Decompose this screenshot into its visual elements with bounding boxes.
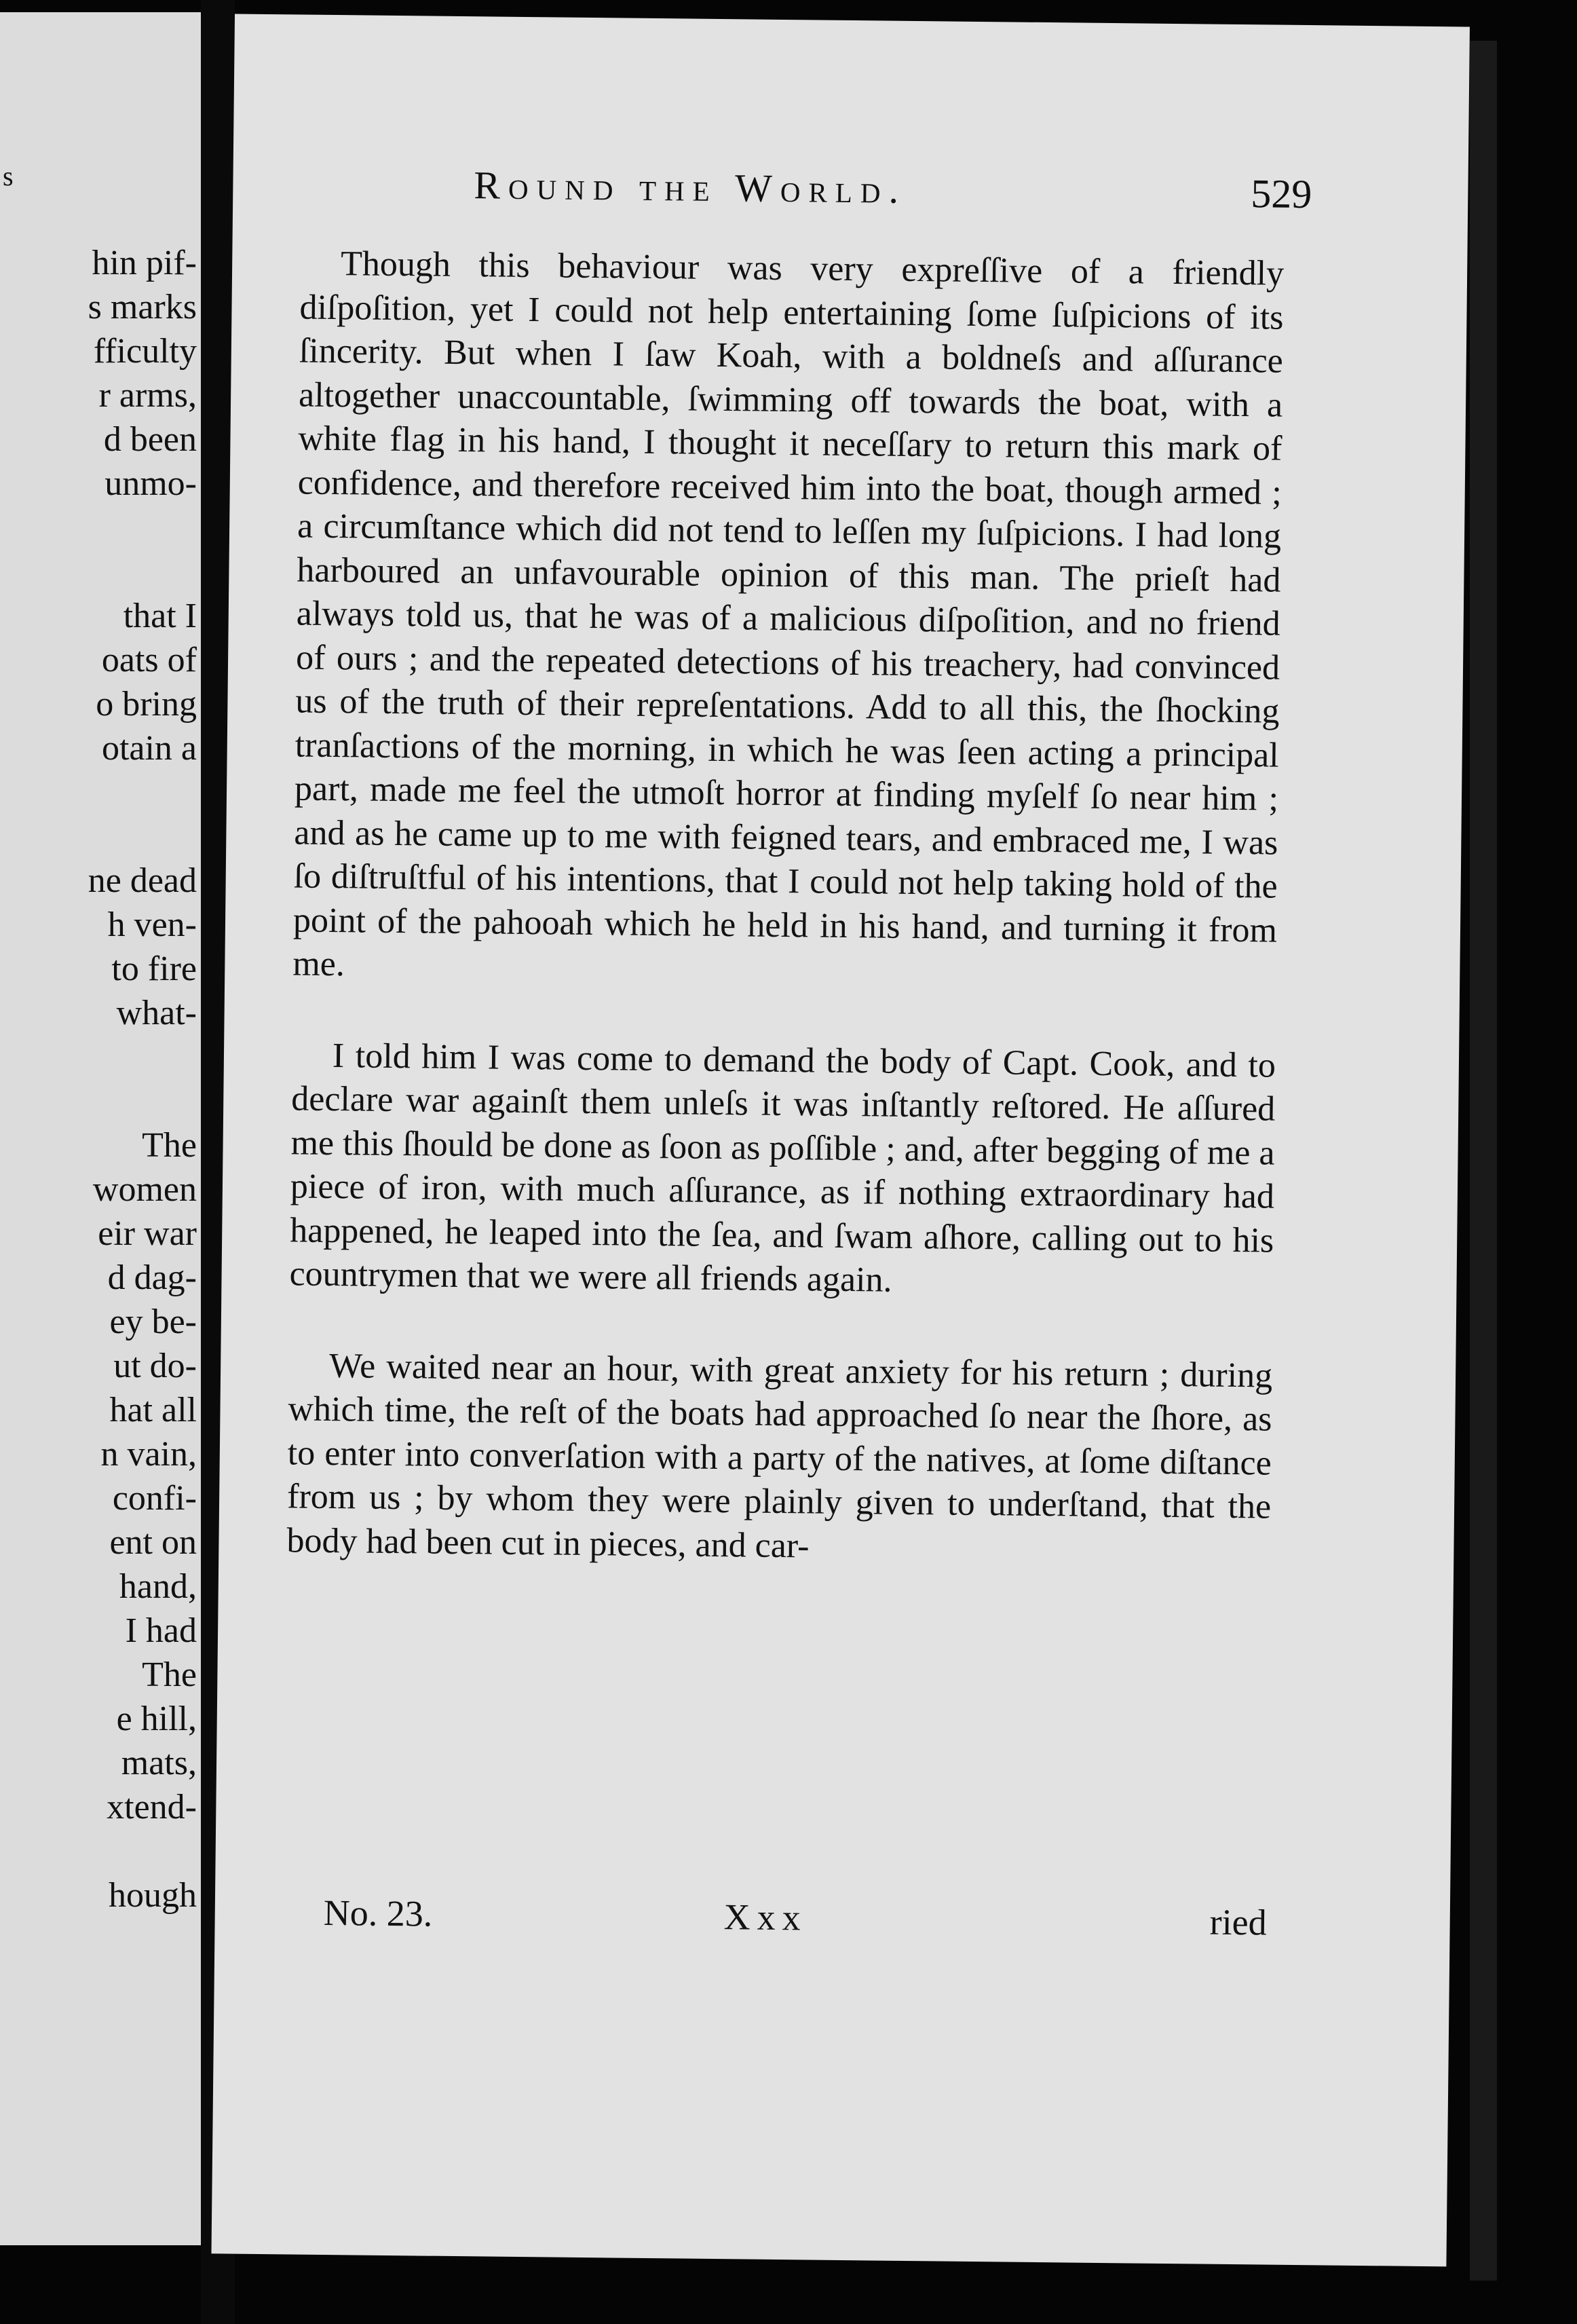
previous-page-line: d dag- <box>107 1258 197 1297</box>
signature-mark: Xxx <box>723 1896 808 1938</box>
previous-page-line: o bring <box>96 685 197 724</box>
previous-page-line: The <box>142 1655 197 1694</box>
catchword: ried <box>1209 1901 1267 1943</box>
previous-page-line: hin pif- <box>92 244 197 282</box>
previous-page-line: what- <box>116 994 197 1032</box>
previous-page-line: I had <box>125 1611 197 1650</box>
previous-page-line: that I <box>123 597 197 635</box>
previous-page-line: women <box>92 1170 197 1209</box>
previous-page-line: d been <box>103 420 197 459</box>
paragraph: I told him I was come to demand the body of Capt. Cook, and to declare war againſt them unleſs it was inſtantly reſtored. He aſſured me this ſhould be done as ſoon as poſſible ; and, after begging of me a piece of iron, with much aſſurance, as if nothing extraordinary had happened, he leaped into the ſea, and ſwam aſhore, calling out to his countrymen that we were all friends again. <box>289 1036 1276 1300</box>
previous-page-line: ent on <box>109 1523 197 1562</box>
paragraph: Though this behaviour was very expreſſive of a friendly diſpoſition, yet I could not help entertaining ſome ſuſpicions of its ſincerity. But when I ſaw Koah, with a boldneſs and aſſurance altogether unaccountable, ſwimming off towards the boat, with a white flag in his hand, I thought it neceſſary to return this mark of confidence, and therefore received him into the boat, though armed ; a circumſtance which did not tend to leſſen my ſuſpicions. I had long harboured an unfavourable opinion of this man. The prieſt had always told us, that he was of a malicious diſpoſition, and no friend of ours ; and the repeated detections of his treachery, had convinced us of the truth of their repreſentations. Add to all this, the ſhocking tranſactions of the morning, in which he was ſeen acting a principal part, made me feel the utmoſt horror at finding myſelf ſo near him ; and as he came up to me with feigned tears, and embraced me, I was ſo diſtruſtful of his intentions, that I could not help taking hold of the point of the pahooah which he held in his hand, and turning it from me. <box>292 244 1285 984</box>
previous-page-line: to fire <box>111 950 197 988</box>
page-edge-shadow <box>1470 41 1497 2281</box>
previous-page-corner-mark: s <box>3 161 14 191</box>
previous-page-line: ey be- <box>109 1302 197 1341</box>
previous-page-line: hat all <box>109 1391 197 1429</box>
previous-page-line: fficulty <box>93 332 197 371</box>
previous-page-line: ne dead <box>88 861 197 900</box>
paragraph: We waited near an hour, with great anxiety for his return ; during which time, the reſt of the boats had approached ſo near the ſhore, as to enter into converſation with a party of the natives, at ſome diſtance from us ; by whom they were plainly given to underſtand, that the body had been cut in pieces, and car- <box>286 1346 1273 1565</box>
previous-page-line: s marks <box>88 288 197 326</box>
previous-page-fragment <box>0 12 201 2245</box>
previous-page-line: mats, <box>121 1744 197 1782</box>
page-footer <box>282 1891 1267 1949</box>
page-header <box>233 160 1468 227</box>
running-title: Round the World. <box>474 163 907 212</box>
previous-page-line: oats of <box>101 641 197 679</box>
issue-number: No. 23. <box>323 1892 433 1934</box>
previous-page-line: hand, <box>119 1567 197 1606</box>
previous-page-line: The <box>142 1126 197 1165</box>
previous-page-line: e hill, <box>116 1700 197 1738</box>
previous-page-line: xtend- <box>107 1788 197 1826</box>
body-text <box>286 242 1284 1620</box>
previous-page-line: eir war <box>98 1214 197 1253</box>
previous-page-line: hough <box>109 1876 197 1915</box>
previous-page-line: confi- <box>112 1479 197 1518</box>
previous-page-line: ut do- <box>113 1347 197 1385</box>
previous-page-line: r arms, <box>98 376 197 415</box>
book-page <box>211 14 1469 2266</box>
previous-page-line: h ven- <box>107 905 197 944</box>
previous-page-line: n vain, <box>100 1435 197 1474</box>
previous-page-line: otain a <box>101 729 197 768</box>
page-number: 529 <box>1251 171 1312 217</box>
previous-page-line: unmo- <box>104 464 197 503</box>
